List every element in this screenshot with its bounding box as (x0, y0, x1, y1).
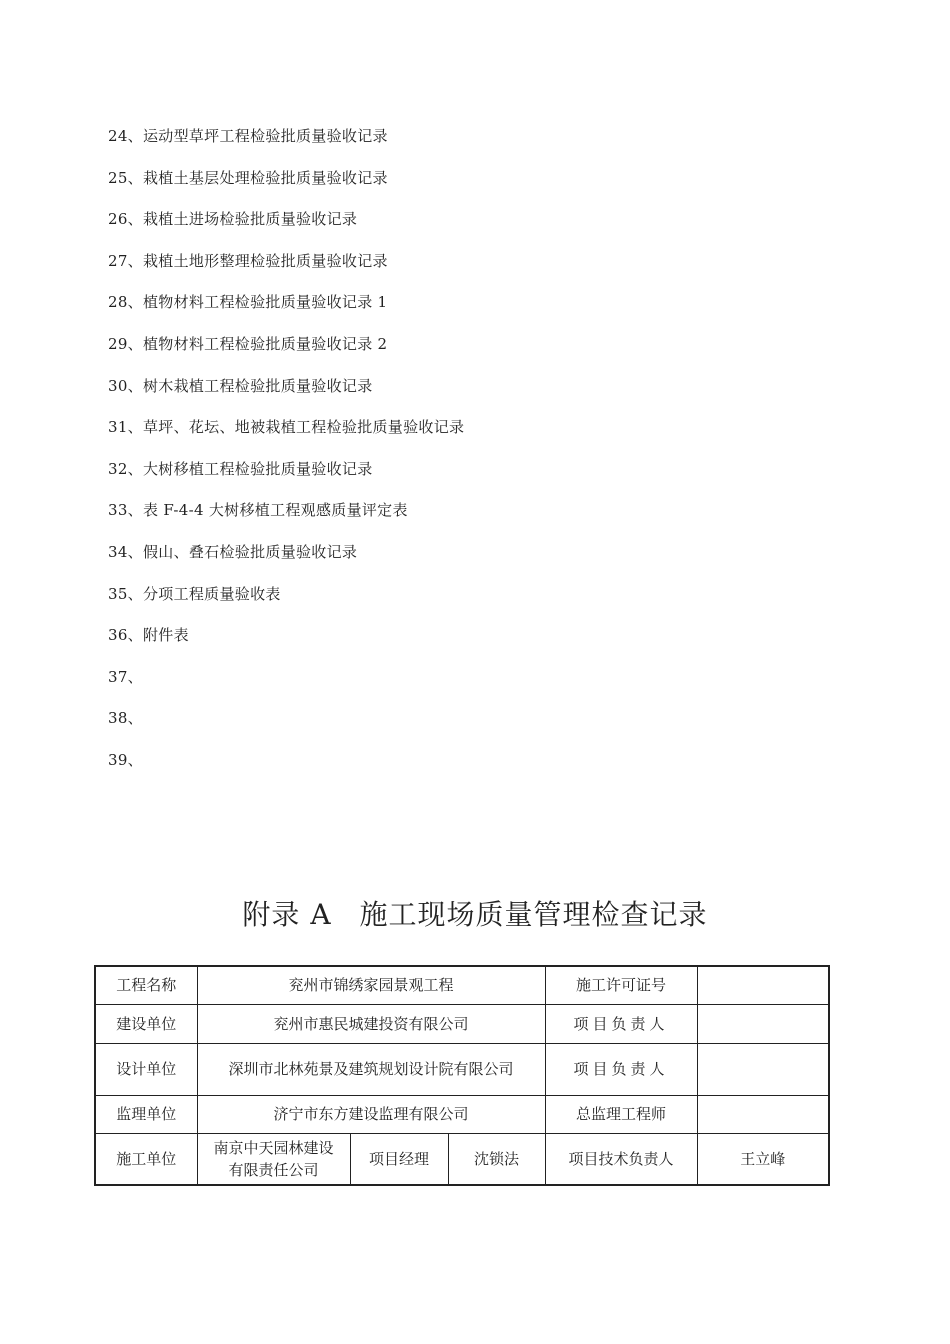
design-manager-value (697, 1043, 829, 1095)
list-item: 34、假山、叠石检验批质量验收记录 (108, 542, 358, 561)
table-row (95, 966, 829, 1004)
design-unit-label: 设计单位 (95, 1043, 197, 1095)
owner-manager-label: 项目负责人 (545, 1004, 697, 1043)
chief-supervisor-label: 总监理工程师 (545, 1095, 697, 1133)
project-manager-value: 沈锁法 (448, 1133, 545, 1185)
list-item: 33、表 F-4-4 大树移植工程观感质量评定表 (108, 501, 408, 520)
list-item: 30、树木栽植工程检验批质量验收记录 (108, 376, 373, 395)
owner-unit-label: 建设单位 (95, 1004, 197, 1043)
design-manager-label: 项目负责人 (545, 1043, 697, 1095)
site-quality-check-table (94, 965, 830, 1186)
table-row (95, 1095, 829, 1133)
supervision-unit-value: 济宁市东方建设监理有限公司 (197, 1095, 545, 1133)
technical-lead-value: 王立峰 (697, 1133, 829, 1185)
project-manager-label: 项目经理 (350, 1133, 448, 1185)
list-item: 38、 (108, 709, 143, 728)
document-list (108, 125, 464, 791)
list-item: 29、植物材料工程检验批质量验收记录 2 (108, 334, 388, 353)
table-row (95, 1043, 829, 1095)
list-item: 32、大树移植工程检验批质量验收记录 (108, 459, 373, 478)
owner-unit-value: 兖州市惠民城建投资有限公司 (197, 1004, 545, 1043)
project-name-label: 工程名称 (95, 966, 197, 1004)
appendix-title-text: 施工现场质量管理检查记录 (359, 898, 708, 931)
list-item: 39、 (108, 750, 143, 769)
permit-number-label: 施工许可证号 (545, 966, 697, 1004)
list-item: 27、栽植土地形整理检验批质量验收记录 (108, 251, 388, 270)
list-item: 24、运动型草坪工程检验批质量验收记录 (108, 127, 388, 145)
list-item: 35、分项工程质量验收表 (108, 584, 281, 603)
design-unit-value: 深圳市北林苑景及建筑规划设计院有限公司 (197, 1043, 545, 1095)
chief-supervisor-value (697, 1095, 829, 1133)
table-row (95, 1133, 829, 1185)
construction-unit-value: 南京中天园林建设有限责任公司 (197, 1133, 350, 1185)
appendix-title (0, 893, 950, 933)
list-item: 26、栽植土进场检验批质量验收记录 (108, 210, 358, 229)
list-item: 28、植物材料工程检验批质量验收记录 1 (108, 293, 388, 312)
technical-lead-label: 项目技术负责人 (545, 1133, 697, 1185)
permit-number-value (697, 966, 829, 1004)
supervision-unit-label: 监理单位 (95, 1095, 197, 1133)
construction-unit-label: 施工单位 (95, 1133, 197, 1185)
table-row (95, 1004, 829, 1043)
appendix-title-prefix: 附录 A (242, 898, 332, 931)
list-item: 31、草坪、花坛、地被栽植工程检验批质量验收记录 (108, 418, 465, 437)
project-name-value: 兖州市锦绣家园景观工程 (197, 966, 545, 1004)
owner-manager-value (697, 1004, 829, 1043)
list-item: 36、附件表 (108, 626, 189, 645)
list-item: 37、 (108, 667, 143, 686)
list-item: 25、栽植土基层处理检验批质量验收记录 (108, 168, 388, 187)
